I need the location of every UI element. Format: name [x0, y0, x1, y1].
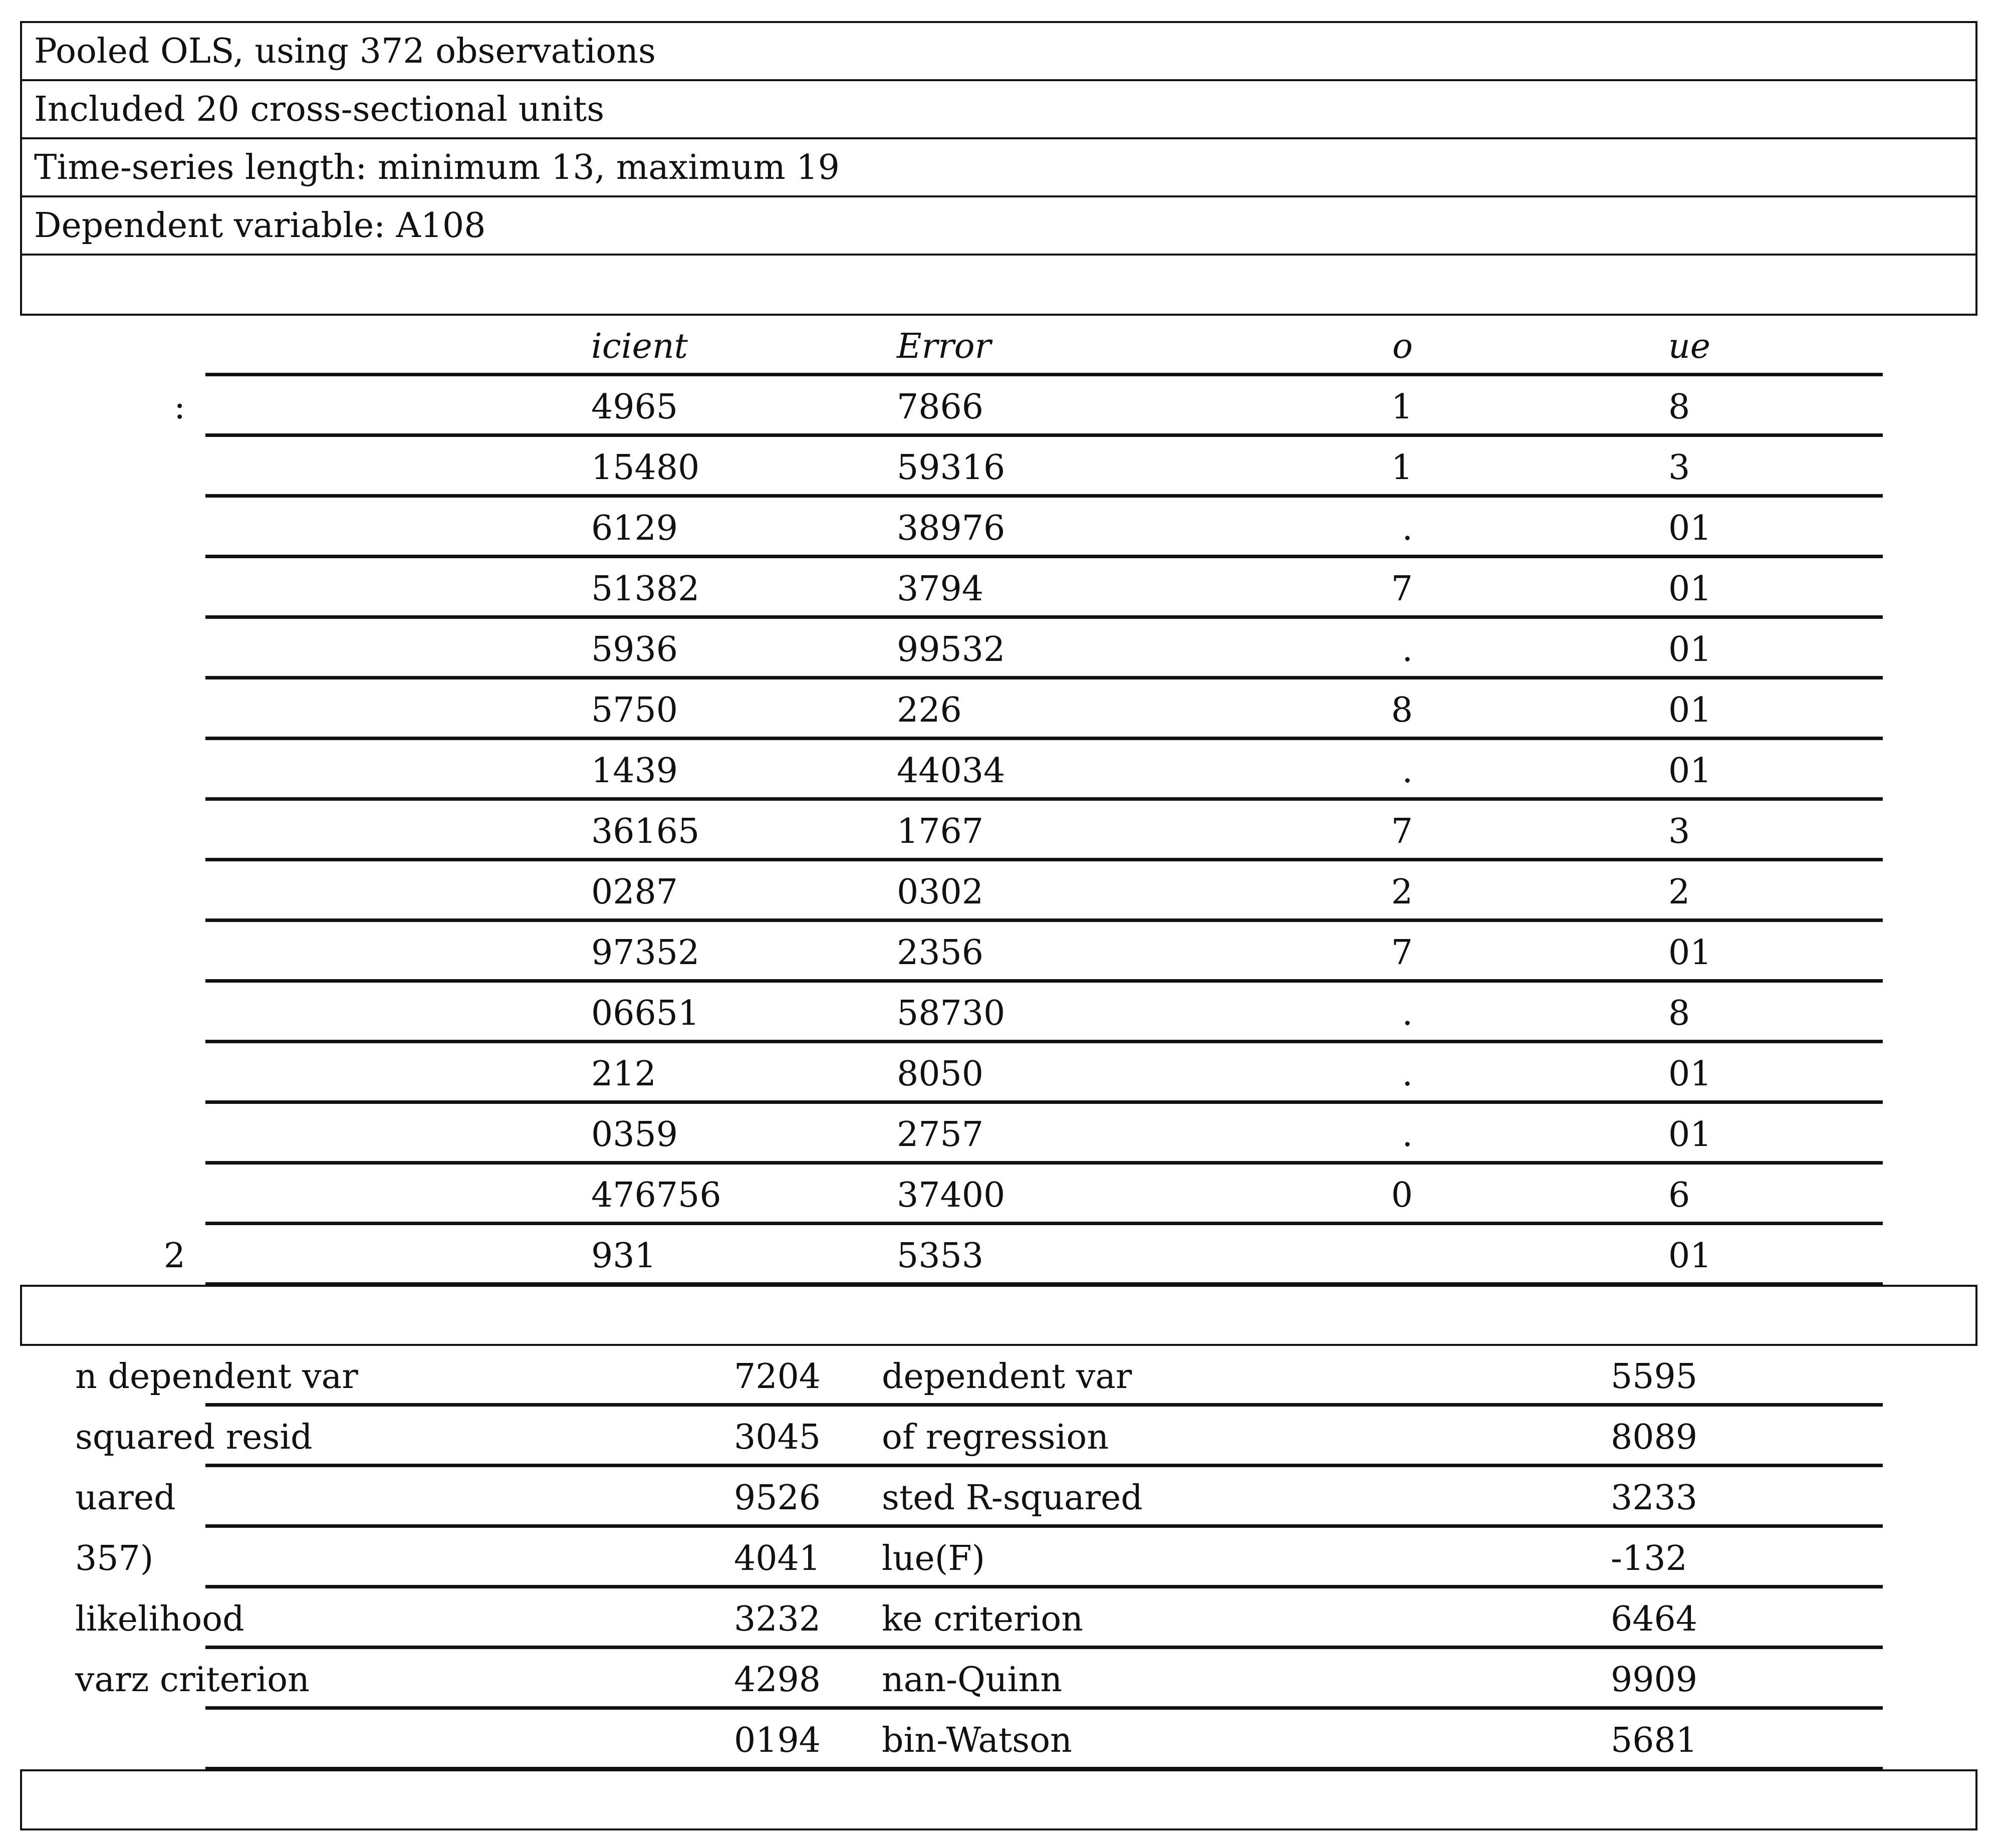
std-error-value: 37400: [897, 1176, 1006, 1215]
p-value-value: 01: [1668, 509, 1712, 548]
std-error-value: 3794: [897, 569, 984, 609]
coefficient-value: 212: [591, 1054, 656, 1094]
p-value-value: 3: [1668, 812, 1690, 851]
p-value-value: 01: [1668, 1236, 1712, 1276]
t-ratio-value: 1: [1391, 387, 1413, 427]
coefficient-row: [205, 619, 1883, 679]
coefficient-value: 0359: [591, 1115, 678, 1154]
coefficient-table-header: [205, 316, 1883, 376]
coefficient-row: [205, 498, 1883, 558]
col-header-t-ratio: o: [1392, 327, 1413, 366]
p-value-value: 01: [1668, 569, 1712, 609]
coefficient-row: [205, 801, 1883, 861]
col-header-std-error: Error: [897, 327, 991, 366]
coefficient-value: 931: [591, 1236, 656, 1276]
stat-value-right: -132: [1611, 1539, 1687, 1578]
stat-label-right: dependent var: [882, 1357, 1132, 1397]
coefficient-value: 5750: [591, 690, 678, 730]
stat-label-left: likelihood: [75, 1599, 244, 1639]
p-value-value: 2: [1668, 872, 1690, 912]
stats-row: [75, 1588, 1883, 1649]
coefficient-row: [205, 1043, 1883, 1104]
std-error-value: 5353: [897, 1236, 984, 1276]
stat-value-right: 6464: [1611, 1599, 1698, 1639]
stat-value-left: 4298: [734, 1660, 821, 1700]
separator-box: [20, 1285, 1977, 1346]
variable-name: :: [174, 387, 185, 427]
header-line-5: [22, 256, 1975, 314]
t-ratio-value: .: [1402, 751, 1413, 791]
stat-value-right: 5681: [1611, 1721, 1698, 1760]
coefficient-row: [205, 861, 1883, 922]
t-ratio-value: 0: [1391, 1176, 1413, 1215]
coefficient-row: [205, 679, 1883, 740]
coefficient-row: [205, 1165, 1883, 1225]
header-line-1: Pooled OLS, using 372 observations: [22, 23, 1975, 81]
stat-value-left: 9526: [734, 1478, 821, 1518]
coefficient-value: 51382: [591, 569, 700, 609]
p-value-value: 01: [1668, 751, 1712, 791]
t-ratio-value: .: [1402, 994, 1413, 1033]
model-header-box: [20, 21, 1977, 316]
stat-value-left: 3045: [734, 1418, 821, 1457]
t-ratio-value: .: [1402, 1054, 1413, 1094]
p-value-value: 01: [1668, 1054, 1712, 1094]
coefficient-value: 36165: [591, 812, 700, 851]
stats-row: [75, 1528, 1883, 1588]
stat-label-right: of regression: [882, 1418, 1109, 1457]
coefficient-value: 1439: [591, 751, 678, 791]
p-value-value: 01: [1668, 690, 1712, 730]
coefficient-table: [163, 316, 1883, 1286]
t-ratio-value: 8: [1391, 690, 1413, 730]
coefficient-value: 97352: [591, 933, 700, 973]
t-ratio-value: 7: [1391, 569, 1413, 609]
coefficient-row: [205, 922, 1883, 983]
std-error-value: 8050: [897, 1054, 984, 1094]
t-ratio-value: 2: [1391, 872, 1413, 912]
t-ratio-value: 7: [1391, 933, 1413, 973]
col-header-p-value: ue: [1668, 327, 1711, 366]
col-header-coefficient: icient: [591, 327, 688, 366]
std-error-value: 2757: [897, 1115, 984, 1154]
coefficient-row: [205, 1104, 1883, 1165]
bottom-separator-box: [20, 1769, 1977, 1830]
stats-row: [75, 1467, 1883, 1528]
stat-value-right: 3233: [1611, 1478, 1698, 1518]
t-ratio-value: .: [1402, 1115, 1413, 1154]
header-line-3: Time-series length: minimum 13, maximum 19: [22, 139, 1975, 197]
stats-row: [205, 1710, 1883, 1770]
t-ratio-value: 7: [1391, 812, 1413, 851]
stat-label-left: uared: [75, 1478, 176, 1518]
stat-label-right: ke criterion: [882, 1599, 1083, 1639]
std-error-value: 99532: [897, 630, 1006, 669]
p-value-value: 3: [1668, 448, 1690, 488]
stat-label-right: bin-Watson: [882, 1721, 1072, 1760]
stat-label-left: n dependent var: [75, 1357, 358, 1397]
p-value-value: 8: [1668, 387, 1690, 427]
std-error-value: 0302: [897, 872, 984, 912]
coefficient-row: [205, 558, 1883, 619]
stat-value-right: 8089: [1611, 1418, 1698, 1457]
std-error-value: 7866: [897, 387, 984, 427]
p-value-value: 01: [1668, 933, 1712, 973]
t-ratio-value: .: [1402, 630, 1413, 669]
coefficient-row: [205, 740, 1883, 801]
coefficient-value: 5936: [591, 630, 678, 669]
stat-value-left: 0194: [734, 1721, 821, 1760]
coefficient-value: 476756: [591, 1176, 721, 1215]
t-ratio-value: .: [1402, 509, 1413, 548]
stats-row: [75, 1649, 1883, 1710]
header-line-2: Included 20 cross-sectional units: [22, 81, 1975, 139]
std-error-value: 59316: [897, 448, 1006, 488]
std-error-value: 1767: [897, 812, 984, 851]
stat-label-right: sted R-squared: [882, 1478, 1143, 1518]
variable-name: 2: [163, 1236, 185, 1276]
stat-value-left: 3232: [734, 1599, 821, 1639]
stat-label-left: squared resid: [75, 1418, 313, 1457]
t-ratio-value: 1: [1391, 448, 1413, 488]
std-error-value: 44034: [897, 751, 1006, 791]
p-value-value: 8: [1668, 994, 1690, 1033]
stat-label-right: nan-Quinn: [882, 1660, 1062, 1700]
stat-label-left: 357): [75, 1539, 154, 1578]
stat-value-left: 7204: [734, 1357, 821, 1397]
stats-row: [75, 1407, 1883, 1467]
std-error-value: 2356: [897, 933, 984, 973]
coefficient-value: 6129: [591, 509, 678, 548]
std-error-value: 226: [897, 690, 962, 730]
coefficient-value: 0287: [591, 872, 678, 912]
coefficient-row: [205, 983, 1883, 1043]
p-value-value: 6: [1668, 1176, 1690, 1215]
coefficient-row: [163, 1225, 1883, 1286]
coefficient-row: [205, 437, 1883, 498]
stat-value-right: 9909: [1611, 1660, 1698, 1700]
summary-stats-table: [75, 1346, 1883, 1770]
stat-value-right: 5595: [1611, 1357, 1698, 1397]
p-value-value: 01: [1668, 630, 1712, 669]
coefficient-row: [174, 376, 1883, 437]
p-value-value: 01: [1668, 1115, 1712, 1154]
std-error-value: 58730: [897, 994, 1006, 1033]
std-error-value: 38976: [897, 509, 1006, 548]
stat-label-right: lue(F): [882, 1539, 985, 1578]
stats-row: [75, 1346, 1883, 1407]
header-line-4: Dependent variable: A108: [22, 197, 1975, 256]
coefficient-value: 4965: [591, 387, 678, 427]
stat-value-left: 4041: [734, 1539, 821, 1578]
coefficient-value: 15480: [591, 448, 700, 488]
coefficient-value: 06651: [591, 994, 700, 1033]
stat-label-left: varz criterion: [75, 1660, 310, 1700]
